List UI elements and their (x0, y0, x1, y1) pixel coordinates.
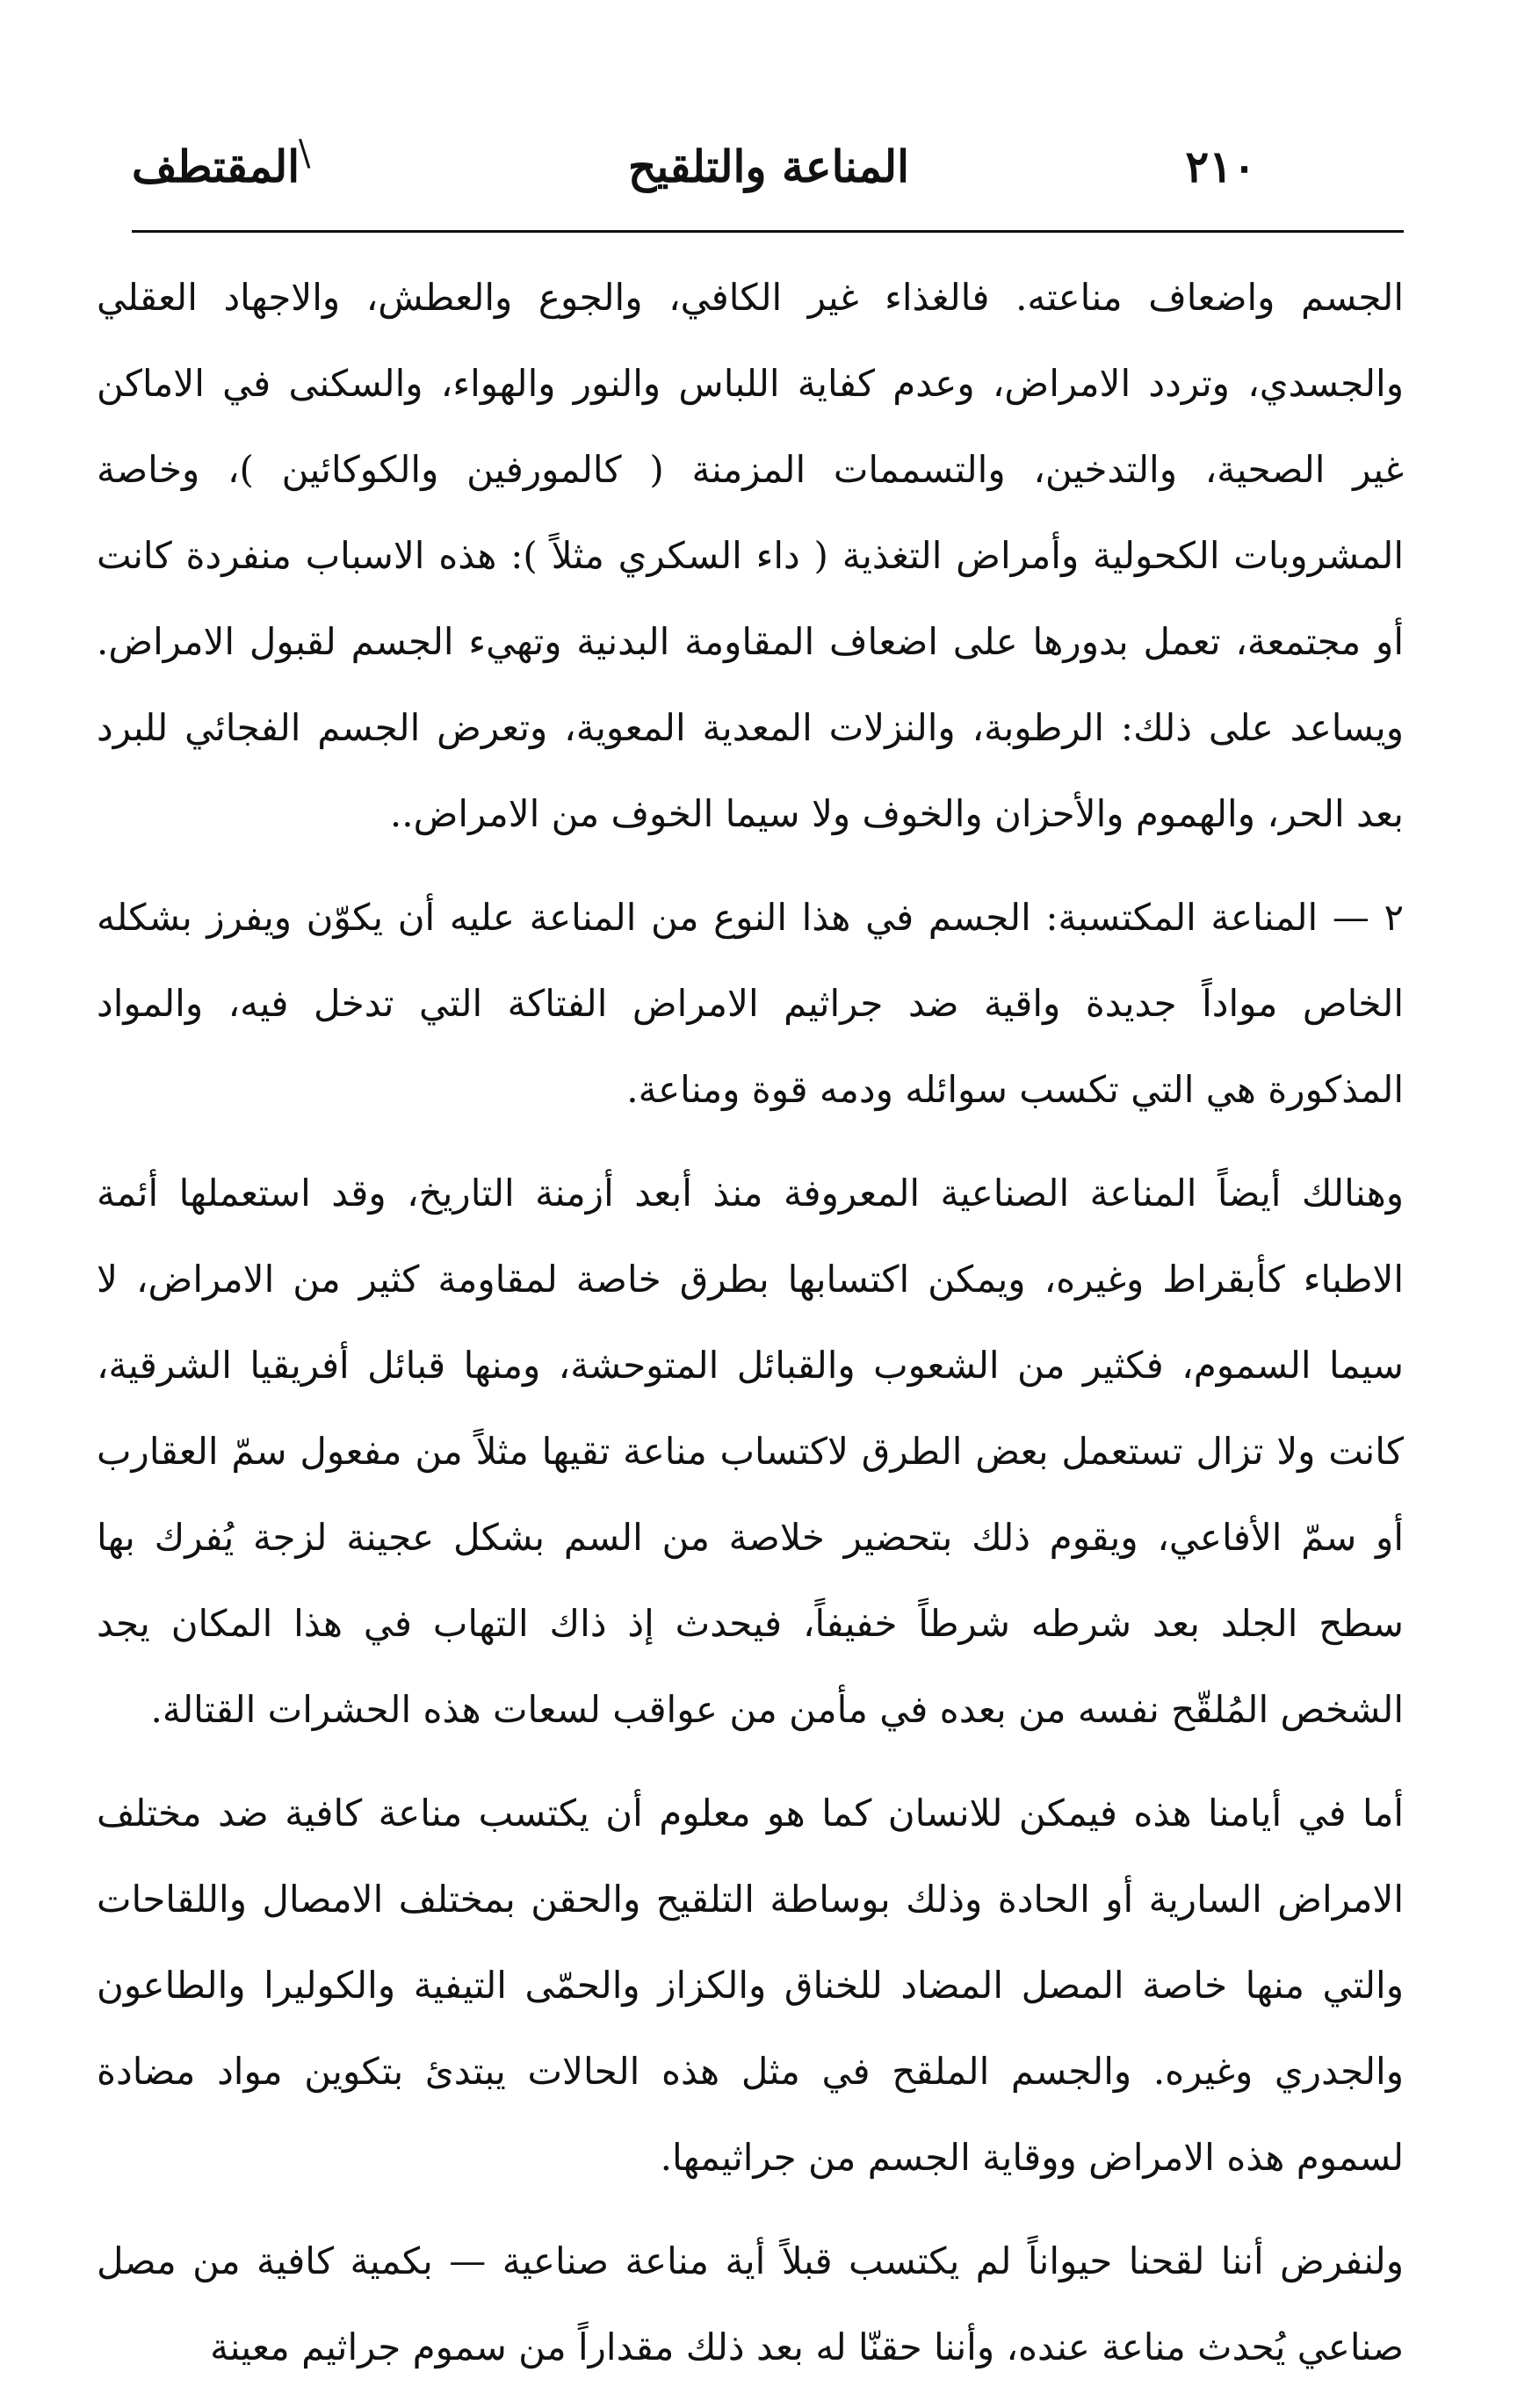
paragraph-4: أما في أيامنا هذه فيمكن للانسان كما هو معلوم أن يكتسب مناعة كافية ضد مختلف الامراض السارية أو الحادة وذلك بوساطة التلقيح والحقن بمختلف الامصال واللقاحات والتي منها خاصة المصل المضاد للخناق والكزاز والحمّى التيفية والكوليرا والطاعون والجدري وغيره. والجسم الملقح في مثل هذه الحالات يبتدئ بتكوين مواد مضادة لسموم هذه الامراض ووقاية الجسم من جراثيمها. (97, 1792, 1404, 2179)
header-ornament: \ (299, 133, 311, 174)
journal-name: المقتطف (132, 141, 300, 192)
paragraph-2: ٢ — المناعة المكتسبة: الجسم في هذا النوع من المناعة عليه أن يكوّن ويفرز بشكله الخاص مواداً جديدة واقية ضد جراثيم الامراض الفتاكة التي تدخل فيه، والمواد المذكورة هي التي تكسب سوائله ودمه قوة ومناعة. (97, 896, 1404, 1111)
paragraph-3: وهنالك أيضاً المناعة الصناعية المعروفة منذ أبعد أزمنة التاريخ، وقد استعملها أئمة الاطباء كأبقراط وغيره، ويمكن اكتسابها بطرق خاصة لمقاومة كثير من الامراض، لا سيما السموم، فكثير من الشعوب والقبائل المتوحشة، ومنها قبائل أفريقيا الشرقية، كانت ولا تزال تستعمل بعض الطرق لاكتساب مناعة تقيها مثلاً من مفعول سمّ العقارب أو سمّ الأفاعي، ويقوم ذلك بتحضير خلاصة من السم بشكل عجينة لزجة يُفرك بها سطح الجلد بعد شرطه شرطاً خفيفاً، فيحدث إذ ذاك التهاب في هذا المكان يجد الشخص المُلقّح نفسه من بعده في مأمن من عواقب لسعات هذه الحشرات القتالة. (97, 1172, 1405, 1731)
article-body (97, 255, 1404, 2408)
paragraph-1: الجسم واضعاف مناعته. فالغذاء غير الكافي، والجوع والعطش، والاجهاد العقلي والجسدي، وتردد الامراض، وعدم كفاية اللباس والنور والهواء، والسكنى في الاماكن غير الصحية، والتدخين، والتسممات المزمنة ( كالمورفين والكوكائين )، وخاصة المشروبات الكحولية وأمراض التغذية ( داء السكري مثلاً ): هذه الاسباب منفردة كانت أو مجتمعة، تعمل بدورها على اضعاف المقاومة البدنية وتهيء الجسم لقبول الامراض. ويساعد على ذلك: الرطوبة، والنزلات المعدية المعوية، وتعرض الجسم الفجائي للبرد بعد الحر، والهموم والأحزان والخوف ولا سيما الخوف من الامراض.. (97, 276, 1404, 835)
page-number: ٢١٠ (1185, 141, 1256, 192)
running-header (132, 132, 1405, 211)
paragraph-5: ولنفرض أننا لقحنا حيواناً لم يكتسب قبلاً أية مناعة صناعية — بكمية كافية من مصل صناعي يُحدث مناعة عنده، وأننا حقنّا له بعد ذلك مقداراً من سموم جراثيم معينة (97, 2239, 1404, 2368)
chapter-title: المناعة والتلقيح (628, 141, 909, 192)
header-divider (132, 230, 1404, 233)
